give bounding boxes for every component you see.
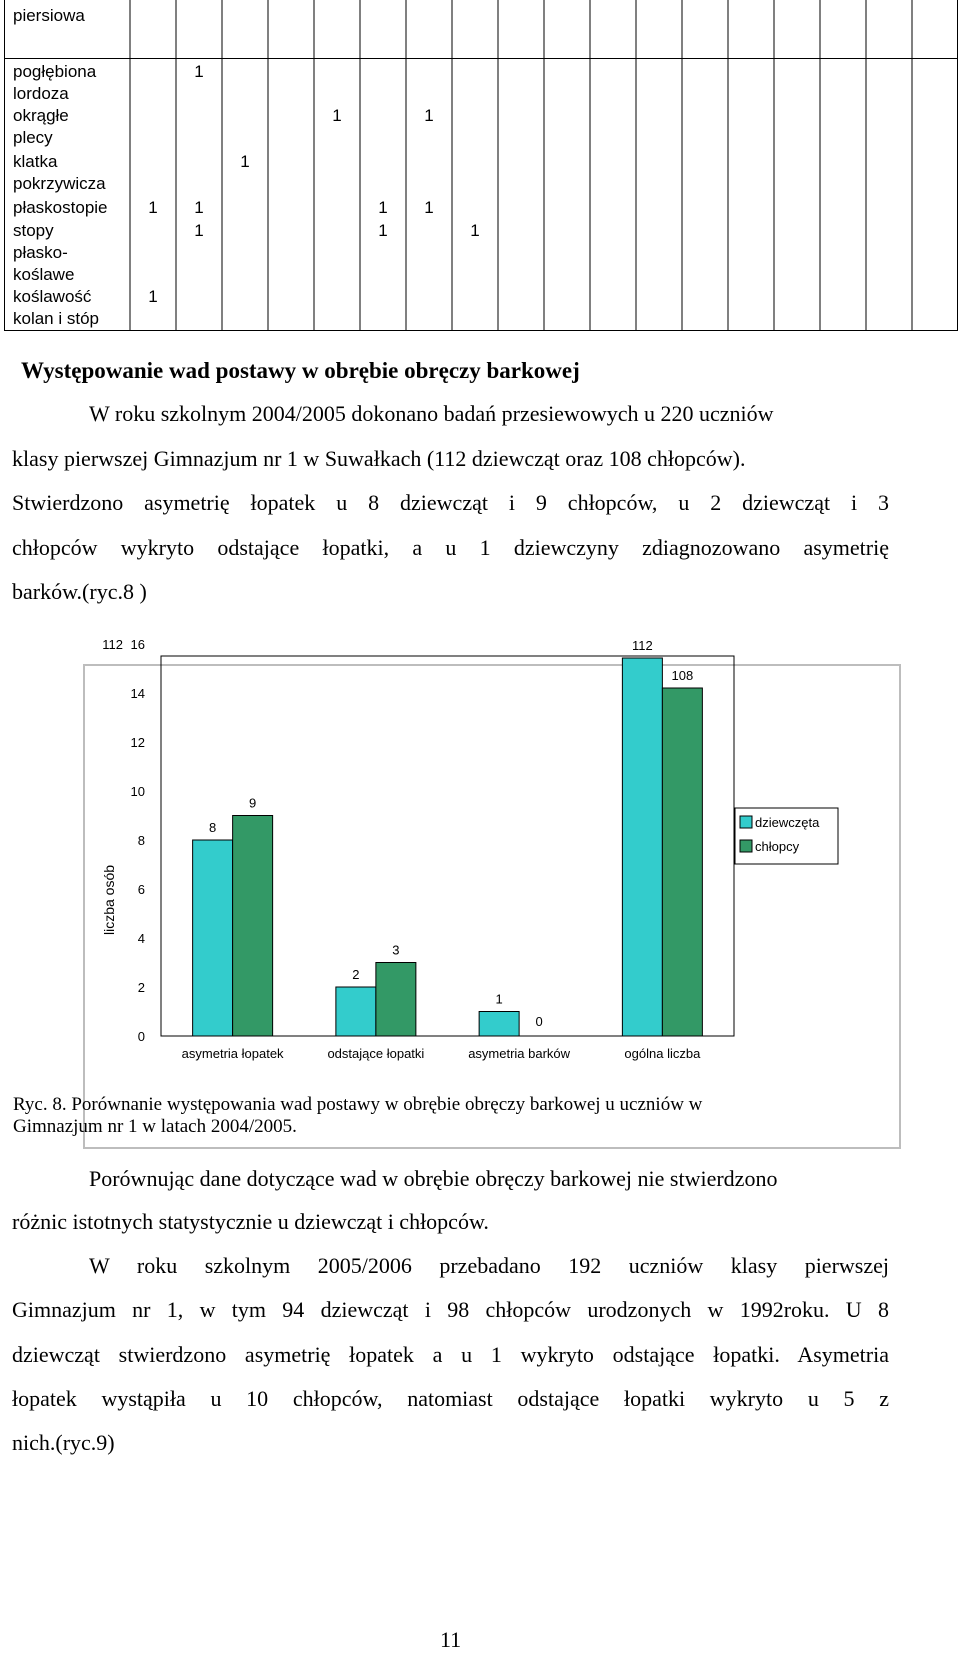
paragraph-1-line-3: Stwierdzono asymetrię łopatek u 8 dziewcząt i 9 chłopców, u 2 dziewcząt i 3 — [12, 490, 889, 515]
table-cell-value: 1 — [378, 198, 388, 217]
y-tick-label: 4 — [137, 931, 145, 946]
table-cell-value: 1 — [378, 221, 388, 240]
bar-data-label: 1 — [495, 991, 503, 1007]
table-cell-value: 1 — [424, 106, 434, 125]
table-row-label: pokrzywicza — [13, 174, 106, 193]
paragraph-3-line-2: Gimnazjum nr 1, w tym 94 dziewcząt i 98 chłopców urodzonych w 1992roku. U 8 — [12, 1297, 889, 1322]
bar-dziewczęta — [479, 1012, 519, 1037]
legend-swatch — [740, 816, 752, 828]
posture-defects-table — [4, 0, 958, 350]
section-heading: Występowanie wad postawy w obrębie obręczy barkowej — [21, 358, 580, 383]
paragraph-3-line-4: łopatek wystąpiła u 10 chłopców, natomiast odstające łopatki wykryto u 5 z — [12, 1386, 889, 1411]
table-cell-value: 1 — [194, 62, 204, 81]
bar-data-label: 112 — [632, 638, 653, 653]
y-axis-label: liczba osób — [101, 864, 117, 936]
table-cell-value: 1 — [194, 198, 204, 217]
bar-chart — [83, 637, 901, 1149]
paragraph-1-line-4: chłopców wykryto odstające łopatki, a u 1 dziewczyny zdiagnozowano asymetrię — [12, 535, 889, 560]
legend-swatch — [740, 840, 752, 852]
table-row-label: płasko- — [13, 243, 68, 262]
figure-caption-line-1: Ryc. 8. Porównanie występowania wad postawy w obrębie obręczy barkowej u uczniów w — [13, 1094, 703, 1115]
table-row-label: piersiowa — [13, 6, 85, 25]
table-row-label: klatka — [13, 152, 58, 171]
y-tick-label: 14 — [130, 686, 145, 701]
y-tick-label: 6 — [137, 882, 145, 897]
bar-data-label: 2 — [352, 967, 360, 982]
table-row-label: pogłębiona — [13, 62, 97, 81]
paragraph-3-line-3: dziewcząt stwierdzono asymetrię łopatek a u 1 wykryto odstające łopatki. Asymetria — [12, 1342, 889, 1367]
chart-legend — [735, 808, 838, 864]
paragraph-3-line-1: W roku szkolnym 2005/2006 przebadano 192 uczniów klasy pierwszej — [89, 1253, 889, 1278]
y-tick-label: 112 — [102, 637, 123, 652]
table-cell-value: 1 — [332, 106, 342, 125]
y-tick-label: 12 — [130, 735, 145, 750]
y-tick-label: 2 — [137, 980, 145, 995]
paragraph-1-line-2: klasy pierwszej Gimnazjum nr 1 w Suwałkach (112 dziewcząt oraz 108 chłopców). — [12, 446, 746, 471]
legend-label: chłopcy — [755, 839, 800, 854]
table-row-label: lordoza — [13, 84, 69, 103]
paragraph-2-line-2: różnic istotnych statystycznie u dziewcząt i chłopców. — [12, 1209, 489, 1234]
table-row-label: plecy — [13, 128, 53, 147]
legend-label: dziewczęta — [755, 815, 820, 830]
table-row-label: płaskostopie — [13, 198, 108, 217]
bar-dziewczęta — [336, 987, 376, 1036]
bar-data-label: 3 — [392, 942, 400, 958]
bar-dziewczęta — [622, 658, 662, 1036]
bar-data-label: 8 — [209, 820, 217, 835]
table-cell-value: 1 — [194, 221, 204, 240]
y-tick-label: 8 — [137, 833, 145, 848]
table-cell-value: 1 — [148, 198, 158, 217]
table-cell-value: 1 — [424, 198, 434, 217]
bar-dziewczęta — [193, 840, 233, 1036]
figure-caption-line-2: Gimnazjum nr 1 w latach 2004/2005. — [13, 1116, 297, 1137]
x-category-label: asymetria barków — [468, 1046, 571, 1061]
x-category-label: ogólna liczba — [624, 1046, 701, 1061]
page-number: 11 — [440, 1627, 462, 1652]
table-cell-value: 1 — [470, 221, 480, 240]
bar-chłopcy — [376, 963, 416, 1037]
table-cell-value: 1 — [240, 152, 250, 171]
table-row-label: okrągłe — [13, 106, 69, 125]
paragraph-1-line-1: W roku szkolnym 2004/2005 dokonano badań przesiewowych u 220 uczniów — [89, 401, 774, 426]
bar-data-label: 0 — [535, 1014, 543, 1029]
table-row-label: kolan i stóp — [13, 309, 99, 328]
y-tick-label: 16 — [130, 637, 145, 652]
paragraph-1-line-5: barków.(ryc.8 ) — [12, 579, 147, 604]
paragraph-3-line-5: nich.(ryc.9) — [12, 1430, 115, 1455]
bar-chłopcy — [233, 816, 273, 1037]
chart-svg — [85, 637, 899, 1147]
paragraph-2-line-1: Porównując dane dotyczące wad w obrębie obręczy barkowej nie stwierdzono — [89, 1166, 778, 1191]
bar-data-label: 9 — [249, 795, 257, 811]
table-row-label: koślawość — [13, 287, 92, 306]
table-cell-value: 1 — [148, 287, 158, 306]
x-category-label: odstające łopatki — [327, 1046, 425, 1061]
table-row-label: stopy — [13, 221, 54, 240]
bar-chłopcy — [662, 688, 702, 1036]
x-category-label: asymetria łopatek — [181, 1046, 284, 1061]
y-tick-label: 10 — [130, 784, 145, 799]
bar-data-label: 108 — [671, 668, 694, 683]
y-tick-label: 0 — [137, 1029, 145, 1044]
table-row-label: koślawe — [13, 265, 75, 284]
